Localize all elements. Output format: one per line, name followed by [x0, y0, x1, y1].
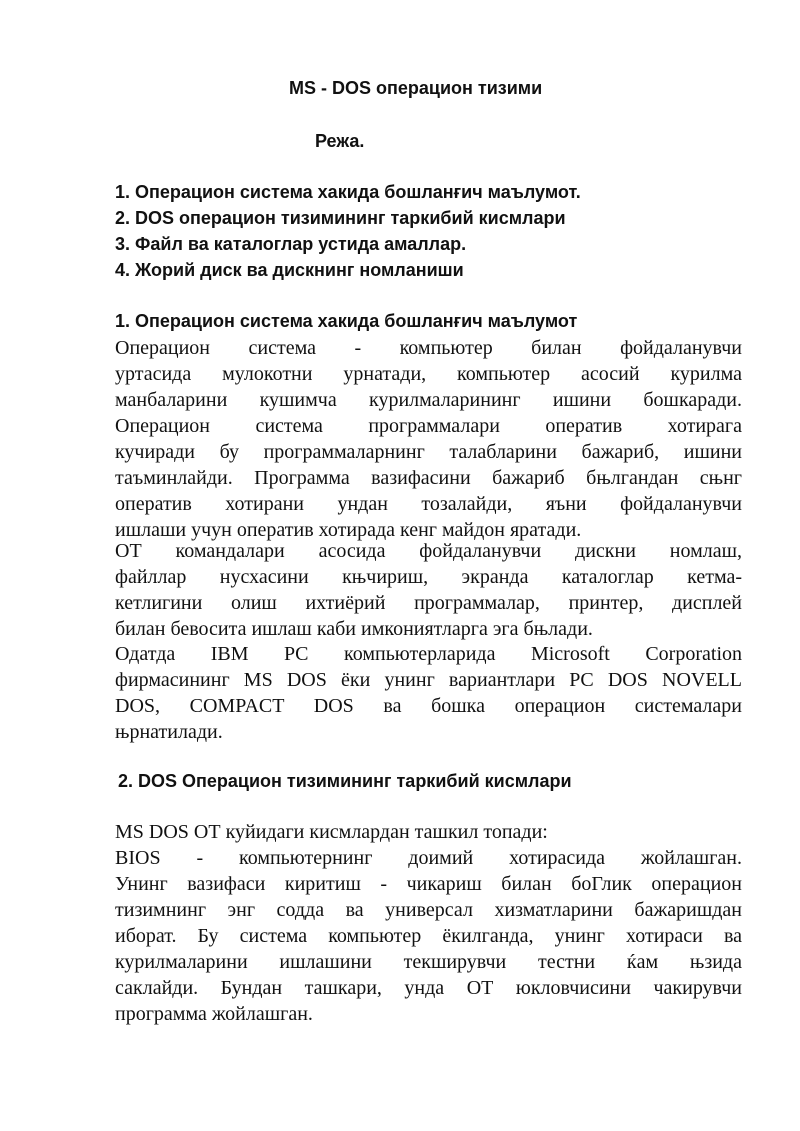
paragraph-line: манбаларини кушимча курилмаларининг ишини бошкаради. [115, 389, 742, 411]
paragraph-line: DOS, COMPACT DOS ва бошка операцион системалари [115, 695, 742, 717]
paragraph-line: кетлигини олиш ихтиёрий программалар, принтер, дисплей [115, 592, 742, 614]
paragraph-line: ОТ командалари асосида фойдаланувчи дискни номлаш, [115, 540, 742, 562]
section-1-heading: 1. Операцион система хакида бошланғич маълумот [115, 311, 578, 331]
section-2-heading: 2. DOS Операцион тизимининг таркибий кисмлари [118, 771, 572, 791]
plan-heading: Режа. [315, 131, 365, 151]
paragraph-line: оператив хотирани ундан тозалайди, яъни фойдаланувчи [115, 493, 742, 515]
paragraph-line: программа жойлашган. [115, 1003, 313, 1025]
paragraph-line: саклайди. Бундан ташкари, унда ОТ юкловчисини чакирувчи [115, 977, 742, 999]
section-1-paragraph-3 [115, 641, 742, 745]
paragraph-line: файллар нусхасини књчириш, экранда каталоглар кетма- [115, 566, 742, 588]
paragraph-line: таъминлайди. Программа вазифасини бажариб бњлгандан сњнг [115, 467, 742, 489]
toc-item-1: 1. Операцион система хакида бошланғич маълумот. [115, 182, 581, 202]
paragraph-line: билан бевосита ишлаш каби имкониятларга эга бњлади. [115, 618, 593, 640]
paragraph-line: курилмаларини ишлашини текширувчи тестни ќам њзида [115, 951, 742, 973]
paragraph-line: Унинг вазифаси киритиш - чикариш билан боГлик операцион [115, 873, 742, 895]
paragraph-line: Операцион система программалари оператив хотирага [115, 415, 742, 437]
paragraph-line: њрнатилади. [115, 721, 223, 743]
paragraph-line: фирмасининг MS DOS ёки унинг вариантлари PC DOS NOVELL [115, 669, 742, 691]
toc-item-2: 2. DOS операцион тизимининг таркибий кисмлари [115, 208, 566, 228]
paragraph-line: BIOS - компьютернинг доимий хотирасида жойлашган. [115, 847, 742, 869]
paragraph-line: уртасида мулокотни урнатади, компьютер асосий курилма [115, 363, 742, 385]
toc-item-3: 3. Файл ва каталоглар устида амаллар. [115, 234, 467, 254]
paragraph-line: иборат. Бу система компьютер ёкилганда, унинг хотираси ва [115, 925, 742, 947]
document-title: MS - DOS операцион тизими [289, 78, 543, 98]
paragraph-line: Операцион система - компьютер билан фойдаланувчи [115, 337, 742, 359]
paragraph-line: Одатда IBM PC компьютерларида Microsoft Corporation [115, 643, 742, 665]
paragraph-line: кучиради бу программаларнинг талабларини бажариб, ишини [115, 441, 742, 463]
section-1-paragraph-1 [115, 335, 742, 543]
paragraph-line: ишлаши учун оператив хотирада кенг майдон яратади. [115, 519, 582, 541]
paragraph-line: тизимнинг энг содда ва универсал хизматларини бажаришдан [115, 899, 742, 921]
toc-item-4: 4. Жорий диск ва дискнинг номланиши [115, 260, 464, 280]
section-2-paragraph-1 [115, 819, 742, 1027]
paragraph-line: MS DOS ОТ куйидаги кисмлардан ташкил топади: [115, 821, 548, 843]
section-1-paragraph-2 [115, 538, 742, 642]
